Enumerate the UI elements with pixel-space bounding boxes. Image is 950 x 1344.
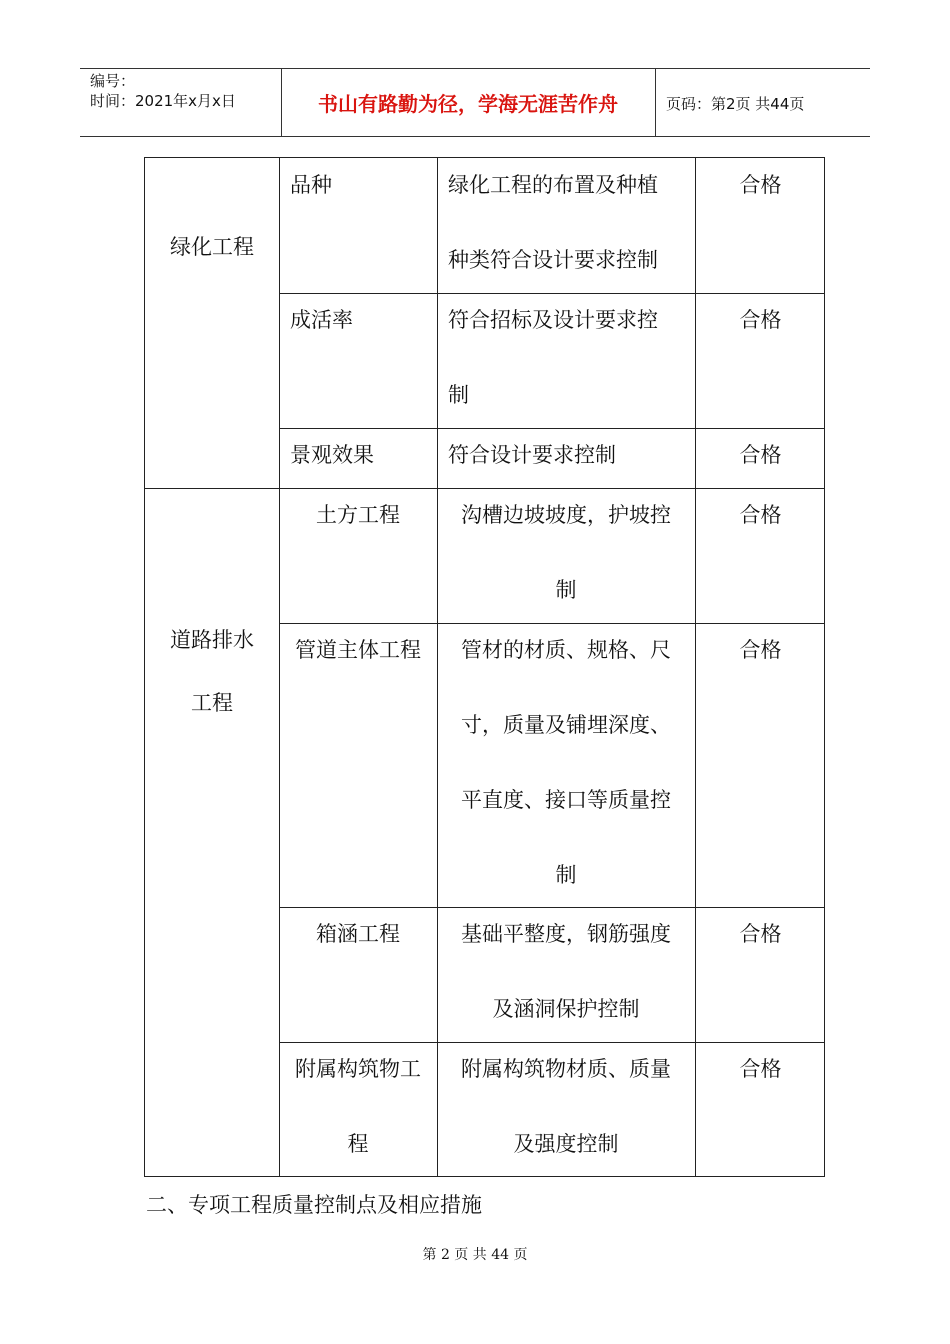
- row-divider: [279, 1042, 824, 1043]
- group-divider: [145, 488, 824, 489]
- item-cell: 土方工程: [316, 503, 400, 527]
- content-cell: 符合设计要求控制: [448, 443, 616, 467]
- content-cell: 制: [555, 578, 577, 602]
- content-cell: 管材的材质、规格、尺: [461, 638, 671, 662]
- content-cell: 及强度控制: [513, 1132, 619, 1156]
- item-cell: 附属构筑物工: [295, 1057, 421, 1081]
- row-divider: [279, 293, 824, 294]
- header-motto: 书山有路勤为径，学海无涯苦作舟: [318, 92, 618, 116]
- page-footer: 第 2 页 共 44 页: [422, 1247, 528, 1263]
- quality-control-table: [144, 157, 825, 1177]
- header-motto-cell: [281, 69, 656, 136]
- category-cell: 绿化工程: [170, 235, 254, 259]
- header-meta-cell: [80, 69, 282, 136]
- content-cell: 附属构筑物材质、质量: [461, 1057, 671, 1081]
- content-cell: 平直度、接口等质量控: [461, 788, 671, 812]
- result-cell: 合格: [739, 443, 782, 467]
- item-cell: 成活率: [290, 308, 353, 332]
- document-date: 时间：2021年x月x日: [90, 92, 236, 110]
- content-cell: 沟槽边坡坡度，护坡控: [461, 503, 671, 527]
- result-cell: 合格: [739, 922, 782, 946]
- item-cell: 箱涵工程: [316, 922, 400, 946]
- column-divider: [279, 158, 280, 1176]
- content-cell: 基础平整度，钢筋强度: [461, 922, 671, 946]
- result-cell: 合格: [739, 173, 782, 197]
- page-header: [80, 68, 870, 137]
- content-cell: 制: [448, 383, 469, 407]
- result-cell: 合格: [739, 503, 782, 527]
- content-cell: 制: [555, 863, 577, 887]
- content-cell: 绿化工程的布置及种植: [448, 173, 658, 197]
- item-cell: 管道主体工程: [295, 638, 421, 662]
- item-cell: 品种: [290, 173, 332, 197]
- category-cell: 道路排水: [170, 628, 254, 652]
- document-number-label: 编号：: [90, 72, 136, 90]
- content-cell: 种类符合设计要求控制: [448, 248, 658, 272]
- row-divider: [279, 907, 824, 908]
- header-page-info: 页码：第2页 共44页: [666, 95, 805, 113]
- content-cell: 符合招标及设计要求控: [448, 308, 658, 332]
- item-cell: 程: [347, 1132, 369, 1156]
- result-cell: 合格: [739, 638, 782, 662]
- result-cell: 合格: [739, 1057, 782, 1081]
- section-heading: 二、专项工程质量控制点及相应措施: [146, 1193, 482, 1217]
- content-cell: 及涵洞保护控制: [492, 997, 640, 1021]
- category-cell: 工程: [191, 691, 233, 715]
- result-cell: 合格: [739, 308, 782, 332]
- content-cell: 寸，质量及铺埋深度、: [461, 713, 671, 737]
- row-divider: [279, 428, 824, 429]
- header-page-cell: [656, 69, 870, 136]
- row-divider: [279, 623, 824, 624]
- item-cell: 景观效果: [290, 443, 374, 467]
